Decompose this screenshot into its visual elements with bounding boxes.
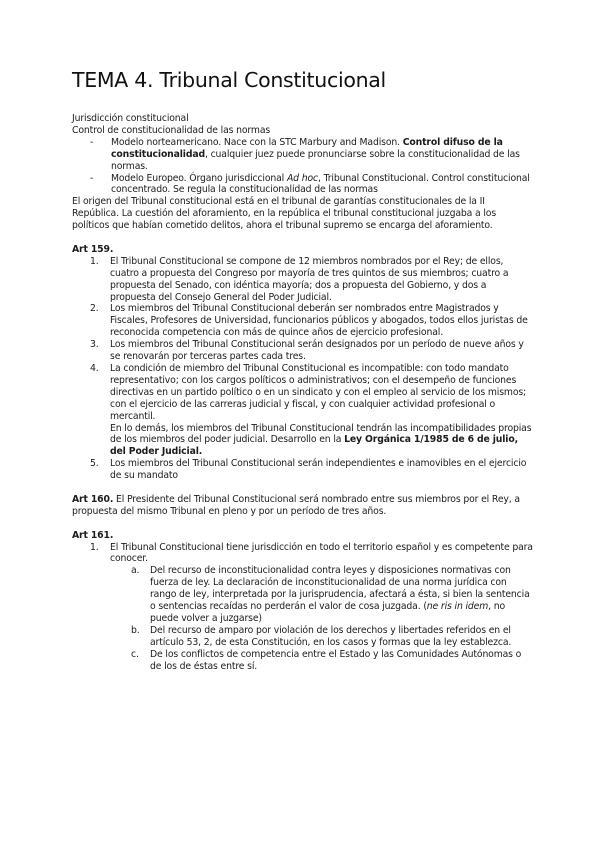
art159-heading: Art 159. <box>72 243 114 255</box>
intro-line-jurisdiccion: Jurisdicción constitucional <box>72 113 189 124</box>
bullet-text: , cualquier juez puede pronunciarse sobre la constitucionalidad de las normas. <box>111 148 520 172</box>
subitem-marker: b. <box>131 624 140 636</box>
art161-item-1 <box>72 542 534 566</box>
bullet-text: Modelo Europeo. Órgano jurisdiccional <box>111 172 287 184</box>
item-text: Los miembros del Tribunal Constitucional serán independientes e inamovibles en el ejercicio de su mandato <box>110 458 527 482</box>
subitem-italic-text: ne ris in idem <box>426 601 489 613</box>
subitem-text: Del recurso de amparo por violación de los derechos y libertades referidos en el artículo 53, 2, de esta Constitución, en los casos y formas que la ley establezca. <box>150 624 512 648</box>
item-bold-text: Ley Orgánica 1/1985 de 6 de julio, del Poder Judicial. <box>110 434 518 458</box>
art159-item-4 <box>72 363 534 458</box>
item-text: La condición de miembro del Tribunal Constitucional es incompatible: con todo mandato representativo; con los cargos políticos o administrativos; con el desempeño de funciones directivas en un partido político o en un sindicato y con el empleo al servicio de los mismos; con el ejercicio de las carreras judicial y fiscal, y con cualquier actividad profesional o mercantil. <box>110 363 527 422</box>
subitem-text: , no puede volver a juzgarse) <box>150 601 506 625</box>
bullet-modelo-norteamericano <box>72 137 534 173</box>
item-marker: 2. <box>90 303 99 315</box>
item-marker: 1. <box>90 255 99 267</box>
art159-item-5 <box>72 458 534 482</box>
bullet-italic-text: Ad hoc <box>286 172 318 184</box>
bullet-bold-text: Control difuso de la constitucionalidad <box>111 136 503 160</box>
item-text: En lo demás, los miembros del Tribunal Constitucional tendrán las incompatibilidades propias de los miembros del poder judicial. Desarrollo en la <box>110 422 532 446</box>
bullet-marker: - <box>90 172 94 184</box>
subitem-text: De los conflictos de competencia entre el Estado y las Comunidades Autónomas o de los de éstas entre sí. <box>150 648 522 672</box>
page-title: TEMA 4. Tribunal Constitucional <box>72 68 386 92</box>
item-marker: 1. <box>90 541 99 553</box>
item-marker: 5. <box>90 458 99 470</box>
art160-heading: Art 160. <box>72 493 114 505</box>
subitem-marker: a. <box>131 565 140 577</box>
item-text: Los miembros del Tribunal Constitucional serán designados por un período de nueve años y se renovarán por terceras partes cada tres. <box>110 339 524 363</box>
intro-paragraph: El origen del Tribunal constitucional está en el tribunal de garantías constitucionales de la II República. La cuestión del aforamiento, en la república el tribunal constitucional juzgaba a los políticos que habían cometido delitos, ahora el tribunal supremo se encarga del aforamiento. <box>72 196 497 232</box>
item-marker: 3. <box>90 339 99 351</box>
intro-line-control: Control de constitucionalidad de las normas <box>72 124 271 136</box>
art159-item-3 <box>72 339 534 363</box>
art161-subitem-a <box>72 565 534 625</box>
item-text: Los miembros del Tribunal Constitucional deberán ser nombrados entre Magistrados y Fiscales, Profesores de Universidad, funcionarios públicos y abogados, todos ellos juristas de reconocida competencia con más de quince años de ejercicio profesional. <box>110 303 528 339</box>
item-text: El Tribunal Constitucional tiene jurisdicción en todo el territorio español y es competente para conocer. <box>110 541 533 565</box>
art160-paragraph <box>72 494 534 518</box>
subitem-text: Del recurso de inconstitucionalidad contra leyes y disposiciones normativas con fuerza de ley. La declaración de inconstitucionalidad de una norma jurídica con rango de ley, interpretada por la jurisprudencia, afectará a ésta, si bien la sentencia o sentencias recaídas no perderán el valor de cosa juzgada. ( <box>150 565 530 613</box>
art161-heading: Art 161. <box>72 529 114 541</box>
art159-item-2 <box>72 303 534 339</box>
bullet-text: Modelo norteamericano. Nace con la STC Marbury and Madison. <box>111 136 403 148</box>
bullet-text: , Tribunal Constitucional. Control constitucional concentrado. Se regula la constitucionalidad de las normas <box>111 172 530 196</box>
bullet-marker: - <box>90 136 94 148</box>
art161-subitem-c <box>72 649 534 673</box>
art160-text: El Presidente del Tribunal Constitucional será nombrado entre sus miembros por el Rey, a propuesta del mismo Tribunal en pleno y por un período de tres años. <box>72 493 520 517</box>
document-body <box>72 113 534 673</box>
bullet-modelo-europeo <box>72 173 534 197</box>
subitem-marker: c. <box>131 648 139 660</box>
art159-item-1 <box>72 256 534 304</box>
item-marker: 4. <box>90 363 99 375</box>
item-text: El Tribunal Constitucional se compone de 12 miembros nombrados por el Rey; de ellos, cuatro a propuesta del Congreso por mayoría de tres quintos de sus miembros; cuatro a propuesta del Senado, con idéntica mayoría; dos a propuesta del Gobierno, y dos a propuesta del Consejo General del Poder Judicial. <box>110 255 509 303</box>
art161-subitem-b <box>72 625 534 649</box>
